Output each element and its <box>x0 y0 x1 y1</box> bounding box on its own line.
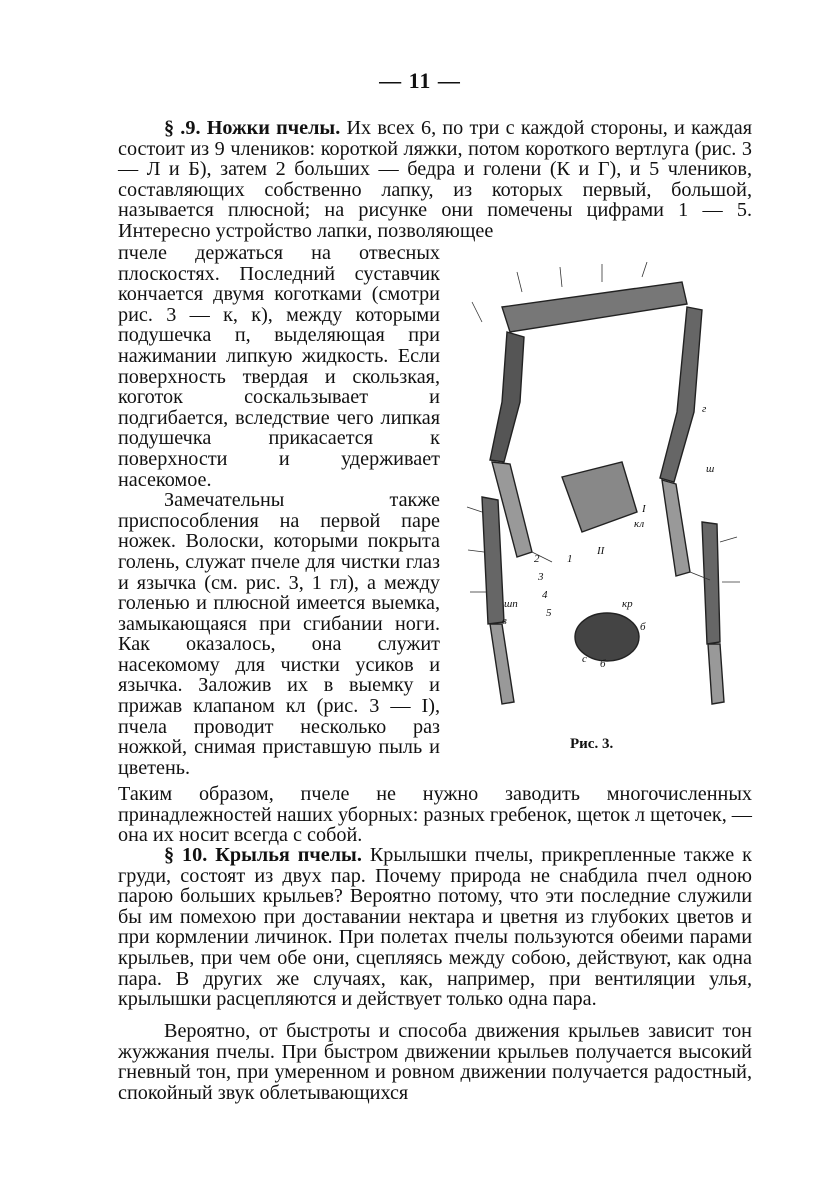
text-column <box>118 243 440 778</box>
tarsus-right <box>662 480 690 576</box>
femur-top <box>502 282 687 332</box>
section-heading-9: § .9. Ножки пчелы. <box>164 117 341 139</box>
paragraph-buzzing-text: Вероятно, от быстроты и способа движения крыльев зависит тон жужжания пчелы. При быстром движении крыльев получается высокий гневный тон, при умеренном и ровном движении получается радостный, спокойный звук облетывающихся <box>118 1020 752 1104</box>
paragraph-buzzing <box>118 1021 752 1103</box>
figure-label: б <box>600 658 606 670</box>
figure-label: г <box>702 403 707 415</box>
tibia-left <box>490 332 524 462</box>
tibia-right <box>660 307 702 482</box>
figure-label: 5 <box>546 607 552 619</box>
leg-lower-right <box>702 522 720 644</box>
figure-label: II <box>597 545 605 557</box>
foot-lower-right <box>708 644 724 704</box>
paragraph-conclusion <box>118 784 752 846</box>
figure-label: б <box>640 621 646 633</box>
column-text-2: Замечательны также приспособления на первой паре ножек. Волоски, которыми покрыта голень, служат пчеле для чистки глаз и язычка (см. рис. 3, 1 гл), а между голенью и плюсной имеется выемка, замыкающаяся при сгибании ноги. Как оказалось, она служит насекомому для чистки усиков и язычка. Заложив их в выемку и прижав клапаном кл (рис. 3 — I), пчела проводит несколько раз ножкой, снимая приставшую пыль и цветень. <box>118 489 440 779</box>
figure-label: с <box>582 653 587 665</box>
figure-label: 3 <box>538 571 544 583</box>
comb-detail <box>562 462 637 532</box>
figure-caption: Рис. 3. <box>570 736 614 752</box>
column-text-1: пчеле держаться на отвесных плоскостях. Последний суставчик кончается двумя коготками (смотри рис. 3 — к, к), между которыми подушечка п, выделяющая при нажимании липкую жидкость. Если поверхность твердая и скользкая, коготок соскальзывает и подгибается, вследствие чего липкая подушечка прикасается к поверхности и удерживает насекомое. <box>118 242 440 491</box>
figure-label: 2 <box>534 553 540 565</box>
figure-label: I <box>642 503 646 515</box>
section-heading-10: § 10. Крылья пчелы. <box>164 844 362 866</box>
paragraph-legs-text: Их всех 6, по три с каждой стороны, и каждая состоит из 9 члеников: короткой ляжки, потом короткого вертлуга (рис. 3 — Л и Б), затем 2 больших — бедра и голени (К и Г), и 5 члеников, составляющих собственно лапку, из которых первый, большой, называется плюсной; на рисунке они помечены цифрами 1 — 5. Интересно устройство лапки, позволяющее <box>118 117 752 242</box>
paragraph-legs <box>118 118 752 242</box>
figure-label: 4 <box>542 589 548 601</box>
figure-label: кл <box>634 518 645 530</box>
figure-label: шп <box>504 598 518 610</box>
foot-lower-left <box>490 624 514 704</box>
figure-label: ш <box>706 463 715 475</box>
figure-label: в <box>502 615 507 627</box>
figure-label: кр <box>622 598 633 610</box>
page-number: — 11 — <box>379 68 461 93</box>
leg-lower-left <box>482 497 504 624</box>
figure-label: 1 <box>567 553 573 565</box>
paragraph-wings-text: Крылышки пчелы, прикрепленные также к груди, состоят из двух пар. Почему природа не снабдила пчел одною парою больших крыльев? Вероятно потому, что эти последние служили бы им помехою при доставании нектара и цветня из глубоких цветов и при кормлении личинок. При полетах пчелы пользуются обеими парами крыльев, при чем обе они, сцепляясь между собою, действуют, как одна пара. В других же случаях, как, например, при вентиляции улья, крылышки расцепляются и действует только одна пара. <box>118 844 752 1011</box>
paragraph-conclusion-text: Таким образом, пчеле не нужно заводить многочисленных принадлежностей наших уборных: разных гребенок, щеток л щеточек, — она их носит всегда с собой. <box>118 783 752 847</box>
bee-legs-figure <box>462 262 752 722</box>
paragraph-wings <box>118 845 752 1010</box>
